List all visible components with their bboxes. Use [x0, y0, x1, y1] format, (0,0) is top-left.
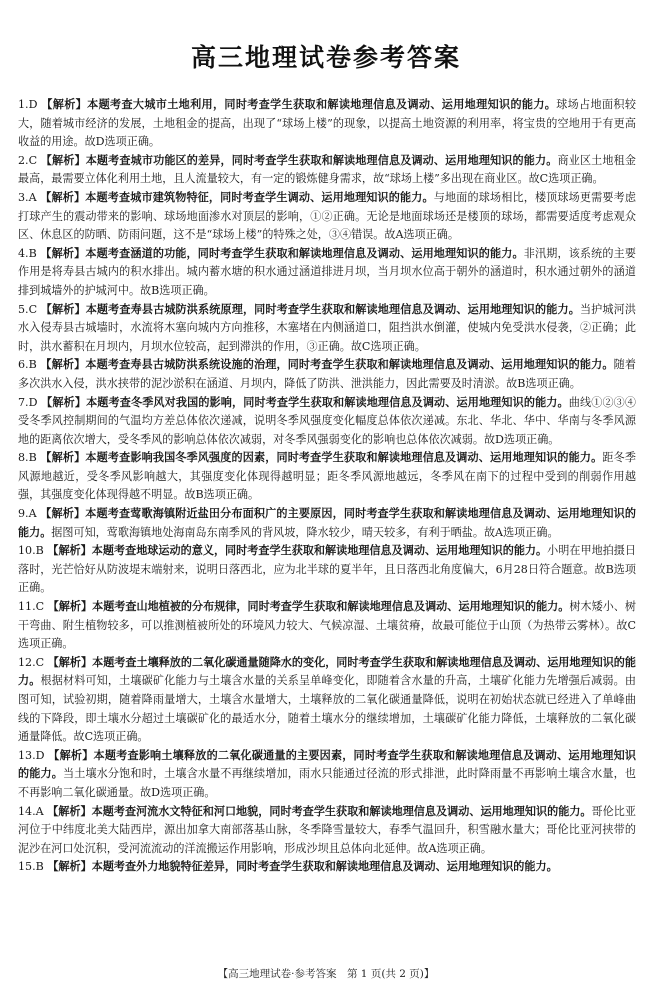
answer-body: 非汛期，该系统的主要作用是将寿县古城内的积水排出。城内蓄水塘的积水通过涵道排进月坝，当月坝水位高于朝外的涵道时，积水通过朝外的涵道排到城墙外的护城河中。故B选项正确。 [18, 246, 636, 297]
answer-number: 7.D [18, 395, 38, 409]
answer-number: 3.A [18, 190, 37, 204]
answer-body: 当护城河洪水入侵寿县古城墙时，水流将木塞向城内方向推移，木塞堵在内侧涵道口，阻挡洪水倒灌，使城内免受洪水侵袭，②正确；此时，洪水蓄积在月坝内，月坝水位较高，起到滞洪的作用，③正确。故C选项正确。 [18, 302, 636, 353]
answer-item-2 [18, 152, 636, 189]
answer-body: 小明在甲地拍摄日落时，光芒恰好从防波堤末端射来，说明日落西北，应为北半球的夏半年，且日落西北角度偏大，6月28日符合题意。故B选项正确。 [18, 544, 636, 595]
answer-number: 4.B [18, 246, 37, 260]
answer-item-15 [18, 858, 636, 877]
page-footer: 【高三地理试卷·参考答案 第 1 页(共 2 页)】 [217, 968, 435, 980]
answer-number: 13.D [18, 748, 45, 762]
answer-item-5 [18, 301, 636, 357]
answer-focus: 本题考查城市功能区的差异，同时考查学生获取和解读地理信息及调动、运用地理知识的能力。 [85, 153, 558, 167]
answer-body: 球场占地面积较大，随着城市经济的发展，土地租金的提高，出现了“球场上楼”的现象，以提高土地资源的利用率，将宝贵的空地用于有更高收益的用途。故D选项正确。 [18, 98, 636, 149]
analysis-tag: 【解析】 [40, 153, 86, 167]
analysis-tag: 【解析】 [47, 860, 92, 874]
answer-number: 10.B [18, 544, 44, 558]
answer-number: 5.C [18, 302, 38, 316]
answer-body: 据图可知，莺歌海镇地处海南岛东南季风的背风坡，降水较少，晴天较多，有利于晒盐。故A选项正确。 [51, 525, 559, 539]
answer-number: 14.A [18, 804, 44, 818]
answer-focus: 本题考查涵道的功能，同时考查学生获取和解读地理信息及调动、运用地理知识的能力。 [85, 246, 524, 260]
analysis-tag: 【解析】 [40, 246, 86, 260]
answer-item-8 [18, 449, 636, 505]
answer-item-4 [18, 245, 636, 301]
analysis-tag: 【解析】 [40, 451, 86, 465]
analysis-tag: 【解析】 [41, 98, 88, 111]
answer-number: 6.B [18, 358, 37, 372]
answer-item-14 [18, 803, 636, 859]
answer-number: 12.C [18, 655, 45, 669]
answer-item-7 [18, 394, 636, 450]
answer-body: 树木矮小、树干弯曲、附生植物较多，可以推测植被所处的环境风力较大、气候凉湿、土壤贫瘠，故最可能位于山顶（为热带云雾林）。故C选项正确。 [18, 600, 636, 651]
analysis-tag: 【解析】 [47, 600, 93, 614]
answer-item-13 [18, 747, 636, 803]
answer-focus: 本题考查寿县古城防洪系统原理，同时考查学生获取和解读地理信息及调动、运用地理知识的能力。 [85, 302, 580, 316]
answer-focus: 本题考查影响我国冬季风强度的因素，同时考查学生获取和解读地理信息及调动、运用地理知识的能力。 [85, 451, 603, 465]
answer-body: 与地面的球场相比，楼顶球场更需要考虑打球产生的震动带来的影响、球场地面渗水对顶层的影响，①②正确。无论是地面球场还是楼顶的球场，都需要适度考虑观众区、休息区的防晒、防雨问题，这不是“球场上楼”的特殊之处，③④错误。故A选项正确。 [18, 190, 636, 242]
answer-number: 8.B [18, 451, 37, 465]
answer-body: 商业区土地租金最高，最需要立体化利用土地，且人流量较大，有一定的锻炼健身需求，故“球场上楼”多出现在商业区。故C选项正确。 [18, 153, 636, 186]
answer-item-10 [18, 542, 636, 598]
analysis-tag: 【解析】 [41, 395, 87, 409]
answer-number: 11.C [18, 600, 45, 614]
answer-focus: 本题考查土壤释放的二氧化碳通量随降水的变化，同时考查学生获取和解读地理信息及调动、运用地理知识的能力。 [18, 655, 636, 688]
answer-focus: 本题考查影响土壤释放的二氧化碳通量的主要因素，同时考查学生获取和解读地理信息及调动、运用地理知识的能力。 [18, 748, 636, 781]
answer-focus: 本题考查寿县古城防洪系统设施的治理，同时考查学生获取和解读地理信息及调动、运用地理知识的能力。 [85, 358, 614, 372]
answer-focus: 本题考查地球运动的意义，同时考查学生获取和解读地理信息及调动、运用地理知识的能力。 [91, 544, 548, 558]
answer-item-11 [18, 598, 636, 654]
answer-focus: 本题考查城市建筑物特征，同时考查学生调动、运用地理知识的能力。 [85, 190, 434, 204]
answer-body: 哥伦比亚河位于中纬度北美大陆西岸，源出加拿大南部落基山脉，冬季降雪量较大，春季气温回升，积雪融水量大；哥伦比亚河挟带的泥沙在河口处沉积，受河流流动的洋流搬运作用影响，形成沙坝且总体向北延伸。故A选项正确。 [18, 804, 636, 855]
answer-body: 曲线①②③④受冬季风控制期间的气温均方差总体依次递减，说明冬季风强度变化幅度总体依次递减。东北、华北、华中、华南与冬季风源地的距离依次增大，受冬季风的影响总体依次减弱，对冬季风强弱变化的影响也总体依次减弱。故D选项正确。 [18, 395, 636, 446]
answer-focus: 本题考查莺歌海镇附近盐田分布面积广的主要原因，同时考查学生获取和解读地理信息及调动、运用地理知识的能力。 [18, 507, 636, 539]
answer-focus: 本题考查外力地貌特征差异，同时考查学生获取和解读地理信息及调动、运用地理知识的能力。 [91, 860, 558, 874]
answer-number: 2.C [18, 153, 38, 167]
analysis-tag: 【解析】 [40, 507, 86, 521]
answer-body: 根据材料可知，土壤碳矿化能力与土壤含水量的关系呈单峰变化，即随着含水量的升高，土壤矿化能力先增强后减弱。由图可知，试验初期，随着降雨量增大，土壤含水量增大，土壤释放的二氧化碳通量降低，说明在初始状态就已经进入了单峰曲线的下降段，即土壤水分超过土壤碳矿化的最适水分，随着土壤水分的继续增加，土壤碳矿化能力降低，土壤释放的二氧化碳通量降低。故C选项正确。 [18, 674, 636, 744]
answer-body: 距冬季风源地越近，受冬季风影响越大，其强度变化体现得越明显；距冬季风源地越远，冬季风在南下的过程中受到的削弱作用越强，其强度变化体现得越不明显。故B选项正确。 [18, 451, 636, 502]
answer-list [18, 96, 636, 877]
answer-item-6 [18, 356, 636, 393]
analysis-tag: 【解析】 [48, 748, 94, 762]
analysis-tag: 【解析】 [47, 544, 92, 558]
answer-number: 9.A [18, 507, 37, 521]
answer-focus: 本题考查冬季风对我国的影响，同时考查学生获取和解读地理信息及调动、运用地理知识的能力。 [86, 395, 569, 409]
analysis-tag: 【解析】 [47, 655, 93, 669]
answer-number: 15.B [18, 860, 44, 874]
page-title: 高三地理试卷参考答案 [190, 43, 461, 72]
answer-number: 1.D [18, 98, 38, 111]
answer-item-9 [18, 505, 636, 542]
answer-focus: 本题考查山地植被的分布规律，同时考查学生获取和解读地理信息及调动、运用地理知识的能力。 [92, 600, 570, 614]
answer-body: 当土壤水分饱和时，土壤含水量不再继续增加，雨水只能通过径流的形式排泄，此时降雨量不再影响土壤含水量，也不再影响二氧化碳通量。故D选项正确。 [18, 767, 636, 799]
answer-item-12 [18, 654, 636, 747]
answer-item-3 [18, 189, 636, 245]
answer-item-1 [18, 96, 636, 152]
answer-focus: 本题考查大城市土地利用，同时考查学生获取和解读地理信息及调动、运用地理知识的能力。 [87, 98, 557, 111]
analysis-tag: 【解析】 [40, 190, 86, 204]
answer-body: 随着多次洪水入侵，洪水挟带的泥沙淤积在涵道、月坝内，降低了防洪、泄洪能力，因此需要及时清淤。故B选项正确。 [18, 358, 636, 390]
analysis-tag: 【解析】 [40, 302, 86, 316]
analysis-tag: 【解析】 [47, 804, 92, 818]
analysis-tag: 【解析】 [40, 358, 86, 372]
answer-focus: 本题考查河流水文特征和河口地貌，同时考查学生获取和解读地理信息及调动、运用地理知识的能力。 [91, 804, 592, 818]
